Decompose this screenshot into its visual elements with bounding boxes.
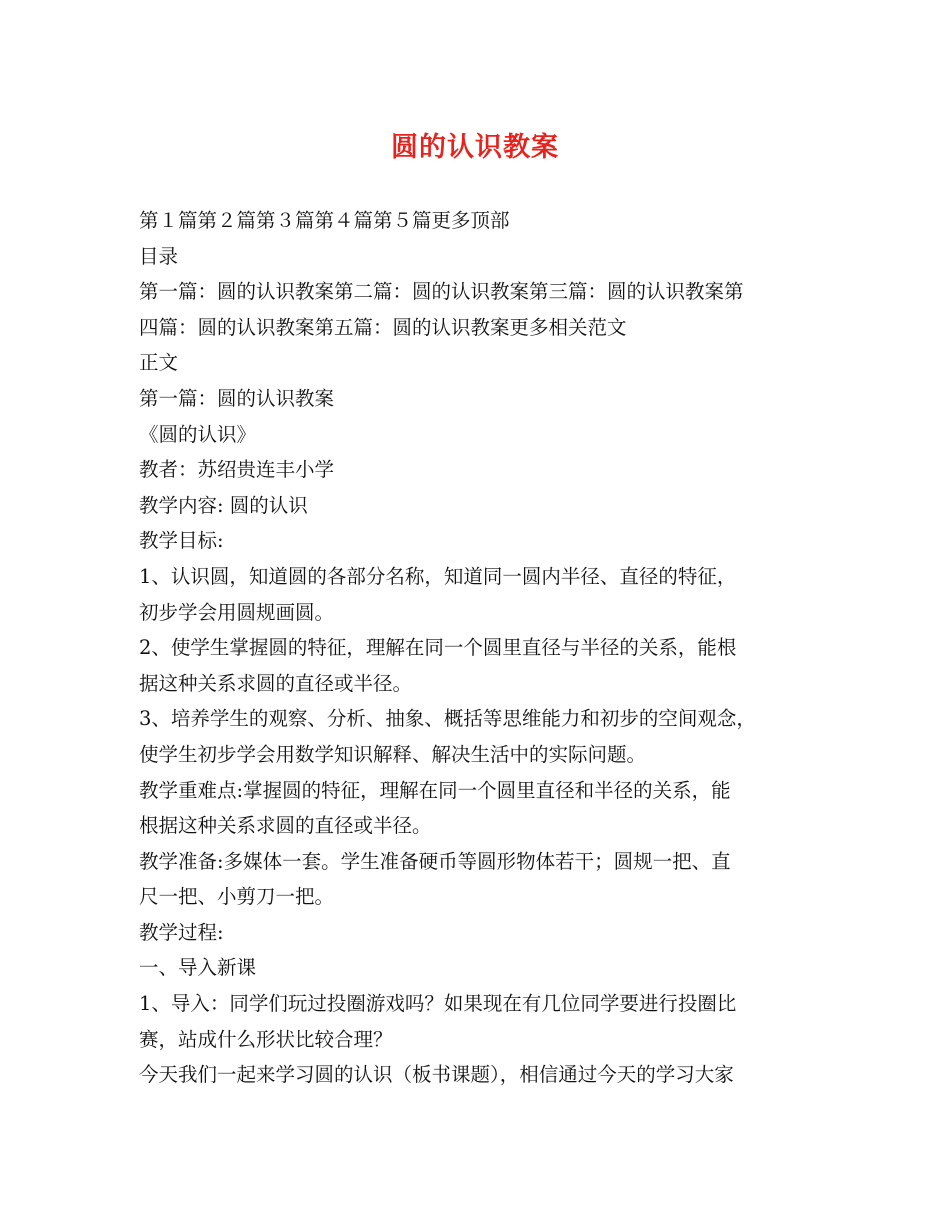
- section-heading: 一、导入新课: [139, 956, 257, 980]
- paragraph-line: 1、认识圆，知道圆的各部分名称，知道同一圆内半径、直径的特征，: [139, 564, 737, 588]
- process-heading: 教学过程:: [139, 920, 224, 944]
- goals-heading: 教学目标:: [139, 529, 224, 553]
- document-title: 圆的认识教案: [391, 132, 559, 163]
- paragraph-line: 根据这种关系求圆的直径或半径。: [139, 814, 432, 838]
- chapter-heading: 第一篇：圆的认识教案: [139, 386, 335, 410]
- paragraph-line: 1、导入：同学们玩过投圈游戏吗？如果现在有几位同学要进行投圈比: [139, 992, 737, 1016]
- paragraph-line: 赛，站成什么形状比较合理？: [139, 1027, 393, 1051]
- nav-line: 第１篇第２篇第３篇第４篇第５篇更多顶部: [139, 209, 510, 232]
- paragraph-line: 教学准备:多媒体一套。学生准备硬币等圆形物体若干；圆规一把、直: [139, 849, 731, 873]
- toc-line: 第一篇：圆的认识教案第二篇：圆的认识教案第三篇：圆的认识教案第: [139, 280, 744, 304]
- paragraph-line: 教学重难点:掌握圆的特征，理解在同一个圆里直径和半径的关系，能: [139, 778, 731, 802]
- paragraph-line: 2、使学生掌握圆的特征，理解在同一个圆里直径与半径的关系，能根: [139, 636, 737, 660]
- paragraph-line: 尺一把、小剪刀一把。: [139, 885, 335, 909]
- content-line: 教学内容: 圆的认识: [139, 493, 308, 517]
- toc-heading: 目录: [139, 244, 179, 268]
- paragraph-line: 今天我们一起来学习圆的认识（板书课题），相信通过今天的学习大家: [139, 1063, 734, 1087]
- paragraph-line: 初步学会用圆规画圆。: [139, 600, 335, 624]
- paragraph-line: 3、培养学生的观察、分析、抽象、概括等思维能力和初步的空间观念，: [139, 707, 756, 731]
- teacher-line: 教者：苏绍贵连丰小学: [139, 458, 335, 482]
- paragraph-line: 据这种关系求圆的直径或半径。: [139, 671, 413, 695]
- paragraph-line: 使学生初步学会用数学知识解释、解决生活中的实际问题。: [139, 742, 647, 766]
- toc-line: 四篇：圆的认识教案第五篇：圆的认识教案更多相关范文: [139, 315, 627, 339]
- document-body: [139, 203, 819, 1093]
- body-heading: 正文: [139, 351, 179, 375]
- lesson-title: 《圆的认识》: [139, 422, 257, 446]
